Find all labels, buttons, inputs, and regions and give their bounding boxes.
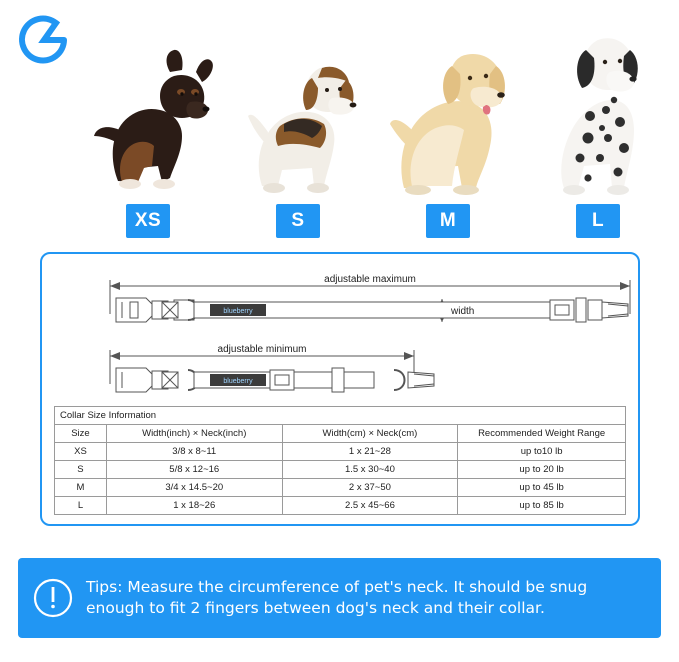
cell-cm: 2.5 x 45~66 bbox=[282, 497, 458, 515]
table-row bbox=[55, 497, 626, 515]
cell-size: M bbox=[55, 479, 107, 497]
dog-photo-xs bbox=[78, 6, 218, 196]
size-badge-s: S bbox=[276, 204, 320, 238]
dog-photo-m bbox=[378, 6, 518, 196]
table-header-row bbox=[55, 425, 626, 443]
collar-info-panel bbox=[40, 252, 640, 526]
table-header-inch: Width(inch) × Neck(inch) bbox=[106, 425, 282, 443]
collar-diagram bbox=[42, 254, 638, 408]
table-header-size: Size bbox=[55, 425, 107, 443]
cell-weight: up to 85 lb bbox=[458, 497, 626, 515]
cell-size: XS bbox=[55, 443, 107, 461]
cell-inch: 3/4 x 14.5~20 bbox=[106, 479, 282, 497]
cell-weight: up to 45 lb bbox=[458, 479, 626, 497]
size-table-wrap bbox=[54, 406, 626, 515]
tips-text bbox=[86, 577, 587, 619]
table-header-weight: Recommended Weight Range bbox=[458, 425, 626, 443]
cell-cm: 1 x 21~28 bbox=[282, 443, 458, 461]
tips-line-1: Tips: Measure the circumference of pet's neck. It should be snug bbox=[86, 578, 588, 596]
table-header-cm: Width(cm) × Neck(cm) bbox=[282, 425, 458, 443]
cell-cm: 2 x 37~50 bbox=[282, 479, 458, 497]
width-label: width bbox=[451, 306, 475, 317]
cell-weight: up to10 lb bbox=[458, 443, 626, 461]
table-row bbox=[55, 461, 626, 479]
cell-inch: 1 x 18~26 bbox=[106, 497, 282, 515]
cell-size: L bbox=[55, 497, 107, 515]
table-row bbox=[55, 443, 626, 461]
dog-cell-xs bbox=[78, 6, 218, 238]
exclamation-circle-icon bbox=[32, 577, 74, 619]
cell-cm: 1.5 x 30~40 bbox=[282, 461, 458, 479]
table-title: Collar Size Information bbox=[55, 407, 626, 425]
brand-logo bbox=[18, 10, 74, 66]
size-badge-m: M bbox=[426, 204, 470, 238]
dog-photo-s bbox=[228, 6, 368, 196]
tips-banner bbox=[18, 558, 661, 638]
cell-weight: up to 20 lb bbox=[458, 461, 626, 479]
adjustable-maximum-label: adjustable maximum bbox=[324, 274, 416, 285]
svg-text:blueberry: blueberry bbox=[223, 378, 253, 385]
cell-inch: 5/8 x 12~16 bbox=[106, 461, 282, 479]
adjustable-minimum-label: adjustable minimum bbox=[217, 344, 307, 355]
cell-size: S bbox=[55, 461, 107, 479]
table-title-row bbox=[55, 407, 626, 425]
size-badge-l: L bbox=[576, 204, 620, 238]
dog-cell-l bbox=[528, 6, 668, 238]
dog-size-row bbox=[78, 8, 668, 238]
table-row bbox=[55, 479, 626, 497]
size-badge-xs: XS bbox=[126, 204, 170, 238]
tips-line-2: enough to fit 2 fingers between dog's neck and their collar. bbox=[86, 599, 545, 617]
svg-text:blueberry: blueberry bbox=[223, 308, 253, 315]
dog-cell-s bbox=[228, 6, 368, 238]
size-table bbox=[54, 406, 626, 515]
dog-cell-m bbox=[378, 6, 518, 238]
dog-photo-l bbox=[528, 6, 668, 196]
cell-inch: 3/8 x 8~11 bbox=[106, 443, 282, 461]
